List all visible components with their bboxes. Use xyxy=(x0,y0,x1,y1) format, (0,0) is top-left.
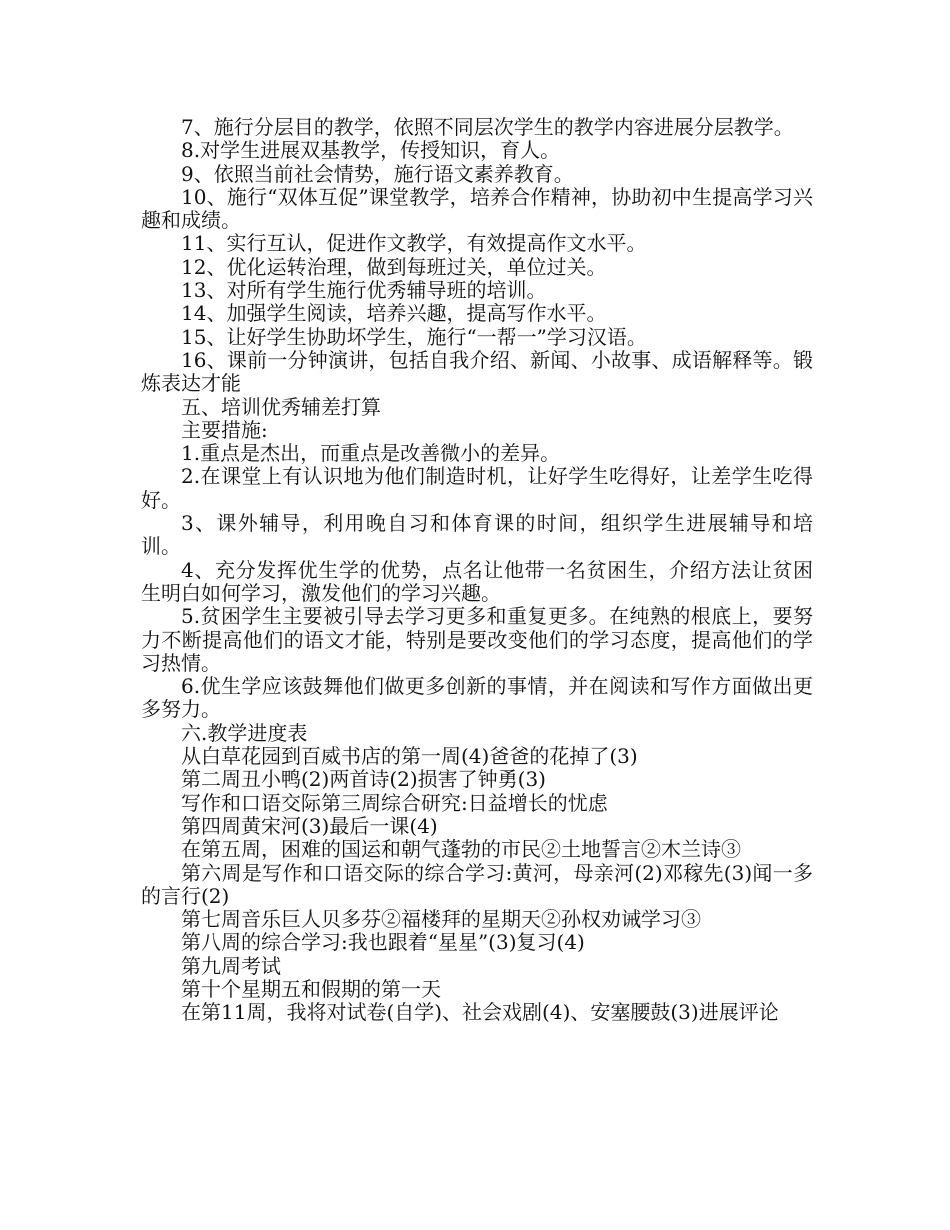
schedule-item: 写作和口语交际第三周综合研究:日益增长的忧虑 xyxy=(181,790,608,815)
schedule-item: 第六周是写作和口语交际的综合学习:黄河，母亲河(2)邓稼先(3)闻一多的言行(2) xyxy=(141,860,813,908)
paragraph: 16、课前一分钟演讲，包括自我介绍、新闻、小故事、成语解释等。锻炼表达才能 xyxy=(141,347,813,396)
schedule-item: 第九周考试 xyxy=(181,953,281,978)
paragraph: 10、施行“双体互促”课堂教学，培养合作精神，协助初中生提高学习兴趣和成绩。 xyxy=(141,184,813,233)
schedule-item: 第八周的综合学习:我也跟着“星星”(3)复习(4) xyxy=(181,930,585,955)
paragraph: 9、依照当前社会情势，施行语文素养教育。 xyxy=(181,161,574,186)
schedule-item: 第二周丑小鸭(2)两首诗(2)损害了钟勇(3) xyxy=(181,767,546,792)
schedule-item: 第七周音乐巨人贝多芬②福楼拜的星期天②孙权劝诫学习③ xyxy=(181,907,701,932)
paragraph: 12、优化运转治理，做到每班过关，单位过关。 xyxy=(181,254,607,279)
paragraph: 8.对学生进展双基教学，传授知识，育人。 xyxy=(181,138,561,163)
schedule-item: 在第五周，困难的国运和朝气蓬勃的市民②土地誓言②木兰诗③ xyxy=(181,837,741,862)
document-body xyxy=(141,116,813,1025)
paragraph: 11、实行互认，促进作文教学，有效提高作文水平。 xyxy=(181,231,647,256)
paragraph: 14、加强学生阅读，培养兴趣，提高写作水平。 xyxy=(181,301,607,326)
paragraph: 6.优生学应该鼓舞他们做更多创新的事情，并在阅读和写作方面做出更多努力。 xyxy=(141,674,813,722)
schedule-item: 在第11周，我将对试卷(自学)、社会戏剧(4)、安塞腰鼓(3)进展评论 xyxy=(181,1000,779,1025)
paragraph: 3、课外辅导，利用晚自习和体育课的时间，组织学生进展辅导和培训。 xyxy=(141,511,813,559)
paragraph: 7、施行分层目的教学，依照不同层次学生的教学内容进展分层教学。 xyxy=(181,115,794,139)
section-heading: 五、培训优秀辅差打算 xyxy=(181,394,381,419)
schedule-item: 从白草花园到百威书店的第一周(4)爸爸的花掉了(3) xyxy=(181,744,638,769)
subheading: 主要措施: xyxy=(181,417,268,442)
paragraph: 1.重点是杰出，而重点是改善微小的差异。 xyxy=(181,441,561,466)
schedule-item: 第十个星期五和假期的第一天 xyxy=(181,976,441,1001)
paragraph: 5.贫困学生主要被引导去学习更多和重复更多。在纯熟的根底上，要努力不断提高他们的语文才能，特别是要改变他们的学习态度，提高他们的学习热情。 xyxy=(141,604,813,675)
paragraph: 4、充分发挥优生学的优势，点名让他带一名贫困生，介绍方法让贫困生明白如何学习，激发他们的学习兴趣。 xyxy=(141,557,813,605)
paragraph: 2.在课堂上有认识地为他们制造时机，让好学生吃得好，让差学生吃得好。 xyxy=(141,464,813,512)
section-heading: 六.教学进度表 xyxy=(181,720,308,745)
schedule-item: 第四周黄宋河(3)最后一课(4) xyxy=(181,813,438,838)
paragraph: 15、让好学生协助坏学生，施行“一帮一”学习汉语。 xyxy=(181,324,647,349)
paragraph: 13、对所有学生施行优秀辅导班的培训。 xyxy=(181,278,547,303)
